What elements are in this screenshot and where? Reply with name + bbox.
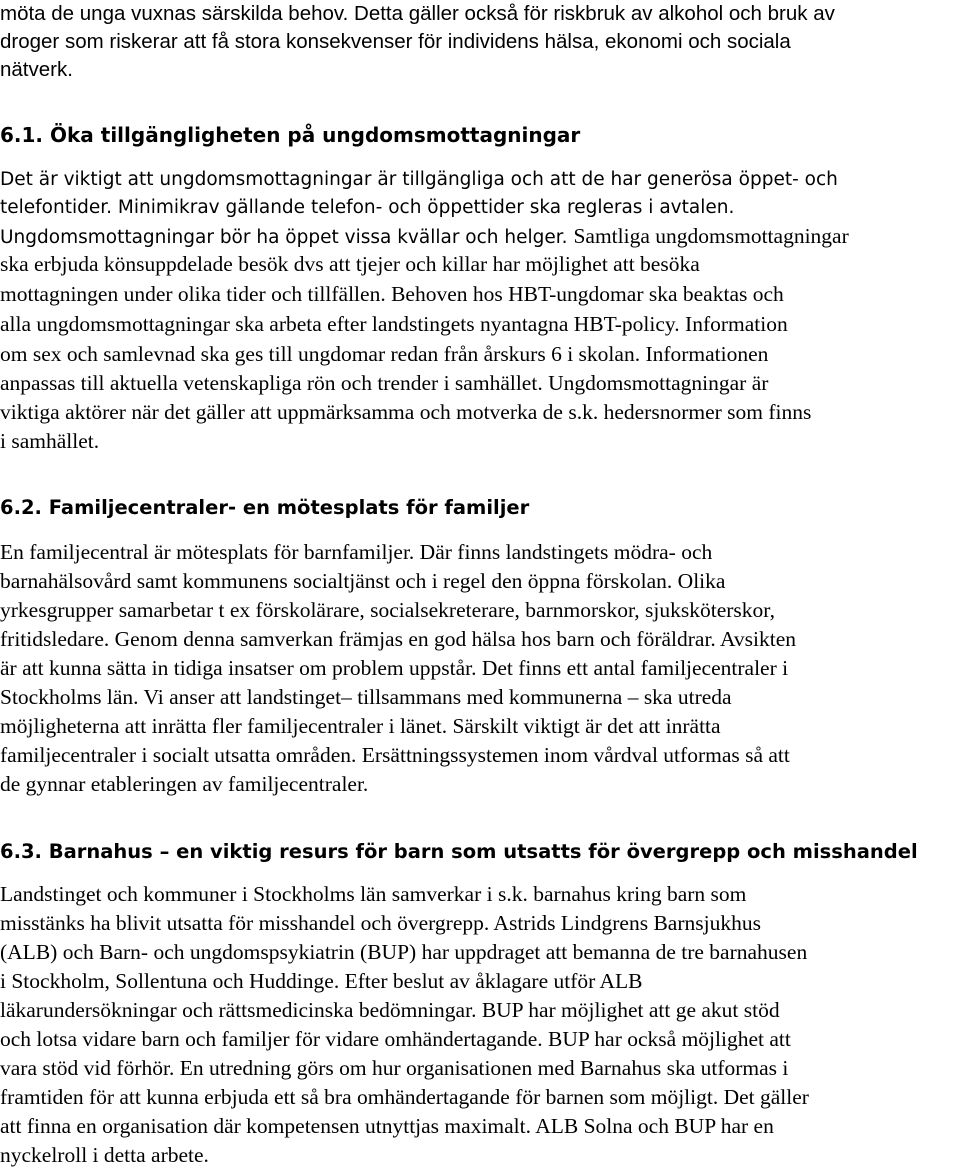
intro-line-2: droger som riskerar att få stora konsekvenser för individens hälsa, ekonomi och sociala bbox=[0, 30, 791, 53]
intro-line-1: möta de unga vuxnas särskilda behov. Detta gäller också för riskbruk av alkohol och bruk av bbox=[0, 2, 835, 25]
section-6-2-line-3: yrkesgrupper samarbetar t ex förskolärare, socialsekreterare, barnmorskor, sjuksköterskor, bbox=[0, 598, 775, 622]
section-6-3-line-8: framtiden för att kunna erbjuda ett så bra omhändertagande för barnen som möjligt. Det gäller bbox=[0, 1085, 809, 1109]
section-6-3-line-2: misstänks ha blivit utsatta för misshandel och övergrepp. Astrids Lindgrens Barnsjukhus bbox=[0, 911, 761, 935]
section-6-1-line-4: ska erbjuda könsuppdelade besök dvs att tjejer och killar har möjlighet att besöka bbox=[0, 252, 700, 276]
section-6-1-line-1: Det är viktigt att ungdomsmottagningar är tillgängliga och att de har generösa öppet- och bbox=[0, 169, 838, 190]
section-6-2-line-8: familjecentraler i socialt utsatta områden. Ersättningssystemen inom vårdval utformas så att bbox=[0, 743, 790, 767]
section-6-3-line-1: Landstinget och kommuner i Stockholms län samverkar i s.k. barnahus kring barn som bbox=[0, 882, 747, 906]
section-6-1-line-3 bbox=[0, 222, 849, 250]
section-6-2-line-5: är att kunna sätta in tidiga insatser om problem uppstår. Det finns ett antal familjecentraler i bbox=[0, 656, 789, 680]
section-6-2-line-6: Stockholms län. Vi anser att landstinget– tillsammans med kommunerna – ska utreda bbox=[0, 685, 732, 709]
section-6-2-line-7: möjligheterna att inrätta fler familjecentraler i länet. Särskilt viktigt är det att inrätta bbox=[0, 714, 721, 738]
section-6-1-line-6: alla ungdomsmottagningar ska arbeta efter landstingets nyantagna HBT-policy. Information bbox=[0, 312, 788, 336]
section-6-1-line-8: anpassas till aktuella vetenskapliga rön och trender i samhället. Ungdomsmottagningar är bbox=[0, 371, 769, 395]
intro-line-3: nätverk. bbox=[0, 58, 73, 81]
section-6-1-heading: 6.1. Öka tillgängligheten på ungdomsmottagningar bbox=[0, 123, 581, 147]
section-6-3-heading: 6.3. Barnahus – en viktig resurs för barn som utsatts för övergrepp och misshandel bbox=[0, 840, 918, 863]
section-6-3-line-5: läkarundersökningar och rättsmedicinska bedömningar. BUP har möjlighet att ge akut stöd bbox=[0, 998, 780, 1022]
section-6-3-line-7: vara stöd vid förhör. En utredning görs om hur organisationen med Barnahus ska utformas i bbox=[0, 1056, 789, 1080]
section-6-1-line-2: telefontider. Minimikrav gällande telefon- och öppettider ska regleras i avtalen. bbox=[0, 197, 735, 218]
section-6-3-line-9: att finna en organisation där kompetensen utnyttjas maximalt. ALB Solna och BUP har en bbox=[0, 1114, 774, 1138]
section-6-3-line-10: nyckelroll i detta arbete. bbox=[0, 1143, 209, 1167]
section-6-1-line-3-head: Ungdomsmottagningar bör ha öppet vissa kvällar och helger. bbox=[0, 227, 574, 248]
section-6-2-line-2: barnahälsovård samt kommunens socialtjänst och i regel den öppna förskolan. Olika bbox=[0, 569, 726, 593]
section-6-2-line-4: fritidsledare. Genom denna samverkan främjas en god hälsa hos barn och föräldrar. Avsikten bbox=[0, 627, 797, 651]
section-6-1-line-10: i samhället. bbox=[0, 429, 100, 453]
section-6-2-heading: 6.2. Familjecentraler- en mötesplats för familjer bbox=[0, 496, 530, 519]
section-6-1-line-9: viktiga aktörer när det gäller att uppmärksamma och motverka de s.k. hedersnormer som finns bbox=[0, 400, 812, 424]
section-6-3-line-6: och lotsa vidare barn och familjer för vidare omhändertagande. BUP har också möjlighet att bbox=[0, 1027, 791, 1051]
section-6-2-line-1: En familjecentral är mötesplats för barnfamiljer. Där finns landstingets mödra- och bbox=[0, 540, 713, 564]
section-6-1-line-3-tail: Samtliga ungdomsmottagningar bbox=[573, 224, 849, 248]
section-6-2-line-9: de gynnar etableringen av familjecentraler. bbox=[0, 772, 369, 796]
section-6-1-line-5: mottagningen under olika tider och tillfällen. Behoven hos HBT-ungdomar ska beaktas och bbox=[0, 282, 784, 306]
section-6-3-line-3: (ALB) och Barn- och ungdomspsykiatrin (BUP) har uppdraget att bemanna de tre barnahusen bbox=[0, 940, 808, 964]
section-6-1-line-7: om sex och samlevnad ska ges till ungdomar redan från årskurs 6 i skolan. Informationen bbox=[0, 342, 769, 366]
section-6-3-line-4: i Stockholm, Sollentuna och Huddinge. Efter beslut av åklagare utför ALB bbox=[0, 969, 643, 993]
